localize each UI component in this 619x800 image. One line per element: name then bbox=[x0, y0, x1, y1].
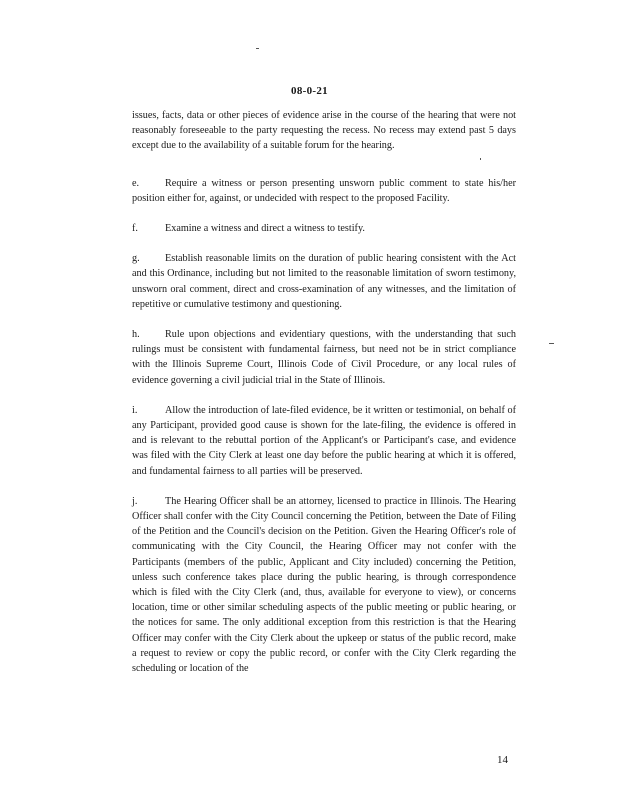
paragraph-e bbox=[132, 176, 516, 206]
paragraph-text: Establish reasonable limits on the duration of public hearing consistent with the Act and this Ordinance, including but not limited to the reasonable limitation of sworn testimony, unsworn oral comment, direct and cross-examination of any witnesses, and the limitation of repetitive or cumulative testimony and questioning. bbox=[132, 253, 516, 310]
paragraph-f bbox=[132, 221, 516, 236]
paragraph-text: Examine a witness and direct a witness to testify. bbox=[165, 223, 365, 235]
paragraph-label: g. bbox=[132, 253, 140, 265]
paragraph-g bbox=[132, 251, 516, 312]
paragraph-text: Rule upon objections and evidentiary questions, with the understanding that such rulings must be consistent with fundamental fairness, but need not be in strict compliance with the Illinois Supreme Court, Illinois Code of Civil Procedure, or any local rules of evidence governing a civil judicial trial in the State of Illinois. bbox=[132, 329, 516, 386]
document-body bbox=[132, 108, 516, 691]
paragraph-text: issues, facts, data or other pieces of evidence arise in the course of the hearing that were not reasonably foreseeable to the party requesting the recess. No recess may extend past 5 days except due to the availability of a suitable forum for the hearing. bbox=[132, 110, 516, 152]
paragraph-j bbox=[132, 494, 516, 676]
paragraph-i bbox=[132, 403, 516, 479]
scan-speck bbox=[549, 343, 554, 344]
paragraph-label: e. bbox=[132, 177, 140, 189]
paragraph-continued bbox=[132, 108, 516, 154]
paragraph-text: Allow the introduction of late-filed evidence, be it written or testimonial, on behalf of any Participant, provided good cause is shown for the late-filing, the evidence is offered in and is relevant to the rebuttal portion of the Applicant's or Participant's case, and evidence was filed with the City Clerk at least one day before the public hearing at which it is offered, and fundamental fairness to all parties will be preserved. bbox=[132, 404, 516, 477]
scan-speck bbox=[256, 48, 259, 49]
paragraph-h bbox=[132, 327, 516, 388]
document-id: 08-0-21 bbox=[291, 85, 328, 97]
page-number: 14 bbox=[497, 754, 508, 766]
paragraph-label: j. bbox=[132, 495, 138, 507]
paragraph-label: f. bbox=[132, 223, 138, 235]
paragraph-label: h. bbox=[132, 329, 140, 341]
paragraph-text: Require a witness or person presenting unsworn public comment to state his/her position either for, against, or undecided with respect to the proposed Facility. bbox=[132, 177, 516, 204]
paragraph-label: i. bbox=[132, 404, 138, 416]
paragraph-text: The Hearing Officer shall be an attorney, licensed to practice in Illinois. The Hearing Officer shall confer with the City Council concerning the Petition, between the Date of Filing of the Petition and the Council's decision on the Petition. Given the Hearing Officer's role of communicating with the City Council, the Hearing Officer may not confer with the Participants (members of the public, Applicant and City included) concerning the Petition, unless such conference takes place during the public hearing, is through correspondence which is filed with the City Clerk (and, thus, available for everyone to view), or concerns location, time or other similar scheduling aspects of the public meeting or public hearing, or the notices for same. The only additional exception from this restriction is that the Hearing Officer may confer with the City Clerk about the upkeep or status of the public record, make a request to review or copy the public record, or confer with the City Clerk regarding the scheduling or location of the bbox=[132, 495, 516, 675]
